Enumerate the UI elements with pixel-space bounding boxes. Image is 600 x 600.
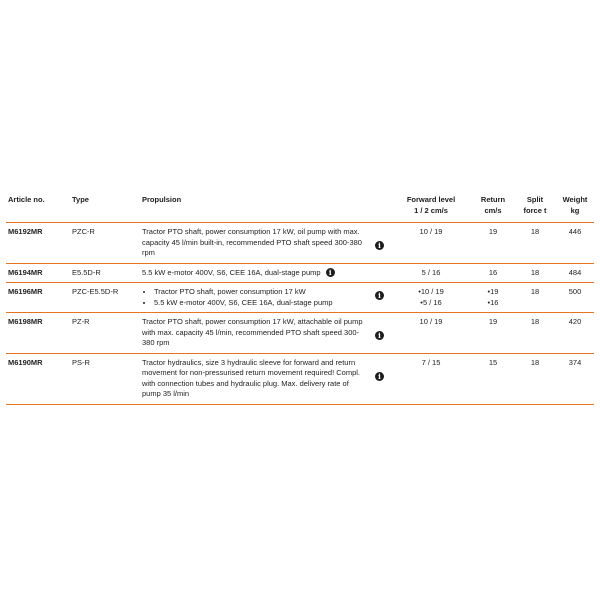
product-table: [6, 192, 594, 405]
propulsion-list-item: • 5.5 kW e-motor 400V, S6, CEE 16A, dual-stage pump: [154, 298, 390, 309]
propulsion-text: Tractor PTO shaft, power consumption 17 kW, attachable oil pump with max. capacity 45 l/min, recommended PTO shaft speed 300-380 rpm: [142, 317, 363, 347]
header-weight-line2: kg: [570, 205, 580, 215]
type-code: PZ-R: [72, 317, 90, 326]
forward-value: 5 / 16: [421, 267, 441, 277]
forward-value: [390, 287, 472, 308]
header-forward-line1: Forward level: [406, 195, 456, 204]
return-value: [472, 287, 514, 308]
header-forward: [390, 192, 472, 222]
propulsion-cell: [140, 358, 390, 400]
forward-value: 10 / 19: [419, 317, 443, 326]
forward-list-item: • 10 / 19: [390, 287, 472, 298]
table-row: [6, 283, 594, 313]
header-weight-line1: Weight: [562, 195, 588, 204]
return-value: 19: [488, 317, 498, 326]
header-return-line2: cm/s: [484, 205, 502, 215]
table-row: [6, 313, 594, 354]
header-propulsion: Propulsion: [142, 195, 182, 204]
propulsion-text: 5.5 kW e-motor 400V, S6, CEE 16A, dual-stage pump: [142, 267, 321, 277]
weight-value: 374: [568, 357, 582, 367]
table-header-row: [6, 192, 594, 223]
table-row: [6, 264, 594, 284]
propulsion-cell: [140, 287, 390, 308]
type-code: PZC-E5.5D-R: [72, 287, 119, 296]
header-type: Type: [72, 195, 89, 204]
header-split: [514, 192, 556, 222]
propulsion-cell: [140, 227, 390, 259]
header-weight: [556, 192, 594, 222]
type-code: E5.5D-R: [72, 267, 101, 277]
split-value: 18: [530, 287, 540, 296]
article-number: M6196MR: [8, 287, 43, 296]
propulsion-text: Tractor PTO shaft, power consumption 17 kW, oil pump with max. capacity 45 l/min built-in, recommended PTO shaft speed 300-380 rpm: [142, 227, 362, 257]
weight-value: 484: [568, 267, 582, 277]
return-value: 19: [488, 227, 498, 236]
table-row: [6, 223, 594, 264]
header-article: Article no.: [8, 195, 45, 204]
return-list-item: • 19: [472, 287, 514, 298]
header-return: [472, 192, 514, 222]
info-icon[interactable]: i: [375, 291, 384, 300]
header-split-line1: Split: [526, 195, 544, 204]
split-value: 18: [530, 357, 540, 367]
article-number: M6198MR: [8, 317, 43, 326]
type-code: PZC-R: [72, 227, 95, 236]
return-value: 15: [488, 357, 498, 367]
article-number: M6190MR: [8, 357, 43, 367]
article-number: M6194MR: [8, 267, 43, 277]
return-value: 16: [488, 267, 498, 277]
weight-value: 500: [568, 287, 582, 296]
propulsion-cell: [140, 268, 390, 279]
return-list: [472, 287, 514, 308]
forward-value: 7 / 15: [421, 357, 441, 367]
info-icon[interactable]: i: [375, 372, 384, 381]
type-code: PS-R: [72, 357, 90, 367]
split-value: 18: [530, 227, 540, 236]
header-split-line2: force t: [523, 205, 547, 215]
split-value: 18: [530, 317, 540, 326]
info-icon[interactable]: i: [326, 268, 335, 277]
info-icon[interactable]: i: [375, 241, 384, 250]
info-icon[interactable]: i: [375, 331, 384, 340]
forward-list: [390, 287, 472, 308]
weight-value: 420: [568, 317, 582, 326]
propulsion-text: Tractor hydraulics, size 3 hydraulic sleeve for forward and return movement for non-pressurised return movement required! Compl. with connection tubes and hydraulic plug. Max. delivery rate of pump 35 l/min: [142, 357, 361, 398]
split-value: 18: [530, 267, 540, 277]
return-list-item: • 16: [472, 298, 514, 309]
forward-list-item: • 5 / 16: [390, 298, 472, 309]
article-number: M6192MR: [8, 227, 43, 236]
propulsion-list: [142, 287, 390, 308]
forward-value: 10 / 19: [419, 227, 443, 236]
table-row: [6, 354, 594, 405]
propulsion-list-item: • Tractor PTO shaft, power consumption 17 kW: [154, 287, 390, 298]
header-return-line1: Return: [480, 195, 506, 204]
propulsion-cell: [140, 317, 390, 349]
header-forward-line2: 1 / 2 cm/s: [414, 205, 448, 215]
weight-value: 446: [568, 227, 582, 236]
